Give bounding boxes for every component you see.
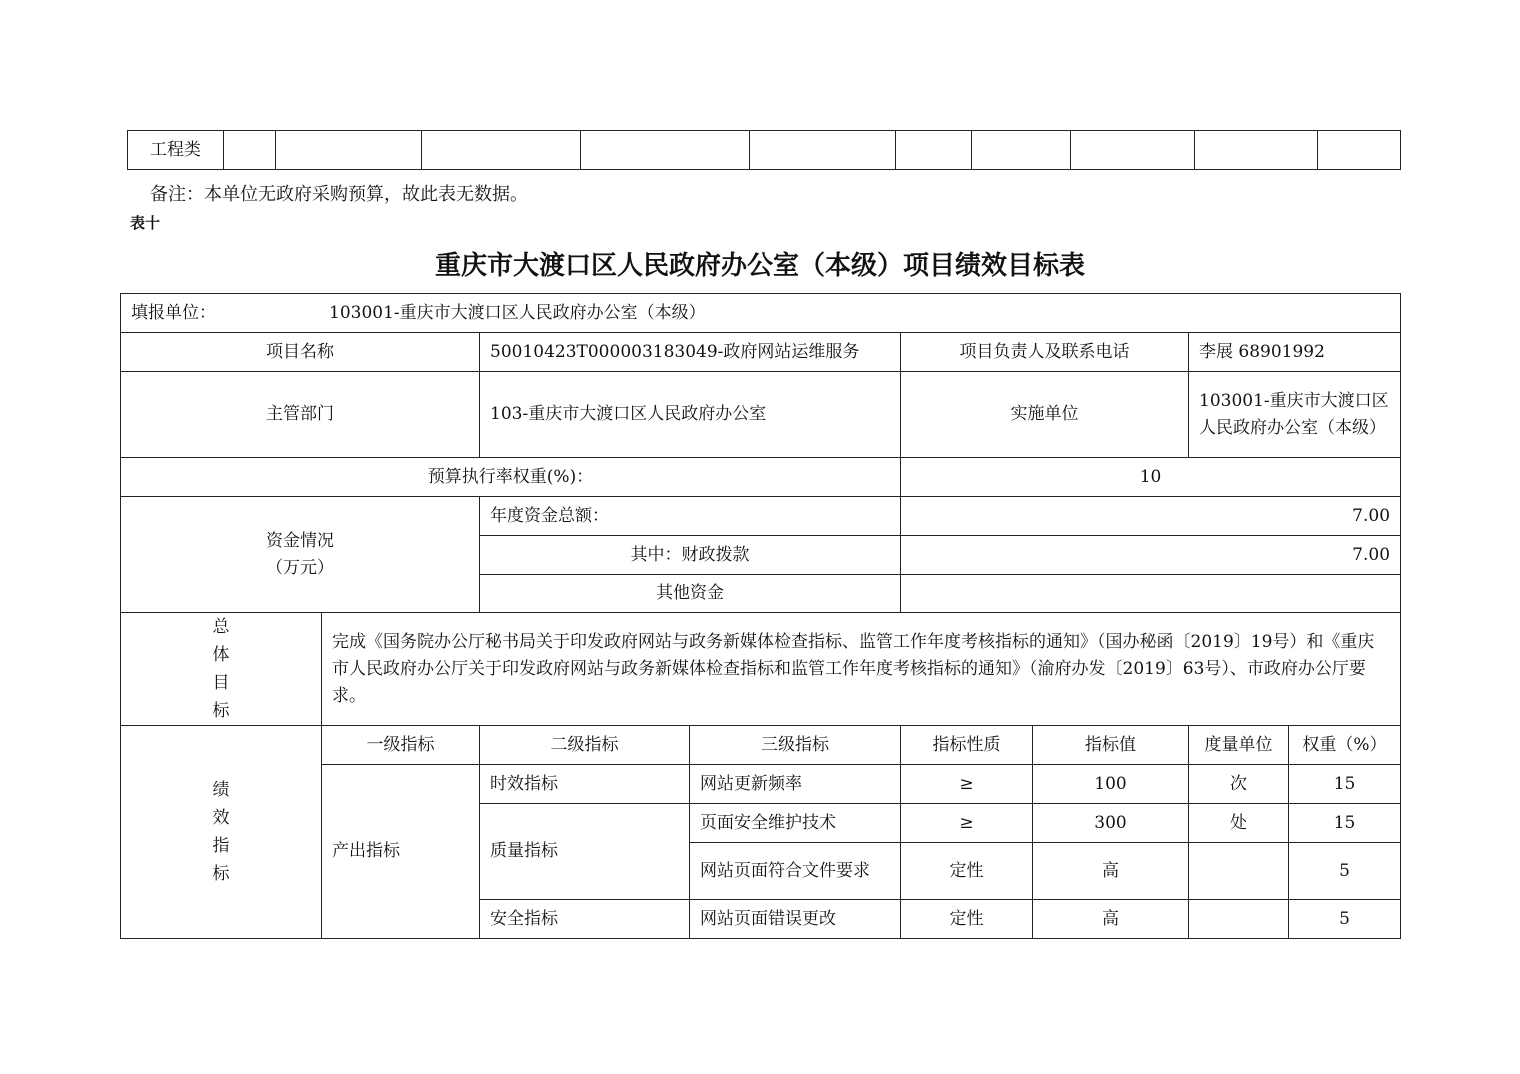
level3: 网站页面错误更改 — [690, 900, 901, 939]
total: 7.00 — [901, 497, 1401, 536]
unit: 处 — [1189, 804, 1289, 843]
perf-label: 标 — [212, 864, 230, 884]
table-row — [121, 372, 1401, 458]
weight: 5 — [1289, 900, 1401, 939]
contact: 李展 68901992 — [1189, 333, 1401, 372]
perf-label: 指 — [212, 836, 230, 856]
budget-rate-label: 预算执行率权重(%)： — [121, 458, 901, 497]
header: 指标值 — [1033, 726, 1189, 765]
table-row — [121, 458, 1401, 497]
performance-table — [120, 293, 1401, 939]
value: 高 — [1033, 843, 1189, 900]
table-row — [121, 294, 1401, 333]
unit: 次 — [1189, 765, 1289, 804]
level2: 质量指标 — [480, 804, 690, 900]
funds-unit: （万元） — [266, 557, 334, 578]
header: 三级指标 — [690, 726, 901, 765]
total-label: 年度资金总额： — [480, 497, 901, 536]
goal-label: 目 — [212, 673, 230, 693]
table-row — [121, 333, 1401, 372]
level2: 安全指标 — [480, 900, 690, 939]
nature: ≥ — [901, 765, 1033, 804]
header: 一级指标 — [322, 726, 480, 765]
header: 权重（%） — [1289, 726, 1401, 765]
perf-label: 效 — [212, 808, 230, 828]
goal-label: 标 — [212, 701, 230, 721]
impl-label: 实施单位 — [901, 372, 1189, 458]
unit-label: 填报单位： — [131, 302, 216, 323]
header: 二级指标 — [480, 726, 690, 765]
level3: 页面安全维护技术 — [690, 804, 901, 843]
level2: 时效指标 — [480, 765, 690, 804]
value: 100 — [1033, 765, 1189, 804]
goal-label: 体 — [212, 645, 230, 665]
nature: 定性 — [901, 900, 1033, 939]
weight: 15 — [1289, 765, 1401, 804]
budget-rate: 10 — [901, 458, 1401, 497]
weight: 5 — [1289, 843, 1401, 900]
other-label: 其他资金 — [480, 575, 901, 613]
level3: 网站更新频率 — [690, 765, 901, 804]
header: 度量单位 — [1189, 726, 1289, 765]
nature: ≥ — [901, 804, 1033, 843]
funds-label: 资金情况 — [266, 530, 334, 551]
page-title: 重庆市大渡口区人民政府办公室（本级）项目绩效目标表 — [434, 251, 1085, 281]
contact-label: 项目负责人及联系电话 — [901, 333, 1189, 372]
note: 备注：本单位无政府采购预算，故此表无数据。 — [150, 184, 528, 205]
unit-value: 103001-重庆市大渡口区人民政府办公室（本级） — [329, 302, 706, 323]
value: 高 — [1033, 900, 1189, 939]
impl: 103001-重庆市大渡口区人民政府办公室（本级） — [1189, 372, 1401, 458]
table-label: 表十 — [130, 214, 161, 232]
perf-label: 绩 — [212, 780, 230, 800]
row-label: 工程类 — [128, 131, 224, 170]
table-header — [121, 726, 1401, 765]
goal-text: 完成《国务院办公厅秘书局关于印发政府网站与政务新媒体检查指标、监管工作年度考核指标的通知》（国办秘函〔2019〕19号）和《重庆市人民政府办公厅关于印发政府网站与政务新媒体检查指标和监管工作年度考核指标的通知》（渝府办发〔2019〕63号）、市政府办公厅要求。 — [322, 613, 1401, 726]
level1: 产出指标 — [322, 765, 480, 939]
level3: 网站页面符合文件要求 — [690, 843, 901, 900]
unit — [1189, 900, 1289, 939]
weight: 15 — [1289, 804, 1401, 843]
goal-label: 总 — [212, 617, 230, 637]
table-row — [128, 131, 1401, 170]
nature: 定性 — [901, 843, 1033, 900]
unit — [1189, 843, 1289, 900]
table-row — [121, 613, 1401, 726]
project-name: 50010423T000003183049-政府网站运维服务 — [480, 333, 901, 372]
table-row — [121, 497, 1401, 536]
header: 指标性质 — [901, 726, 1033, 765]
dept: 103-重庆市大渡口区人民政府办公室 — [480, 372, 901, 458]
other — [901, 575, 1401, 613]
fiscal-label: 其中：财政拨款 — [480, 536, 901, 575]
value: 300 — [1033, 804, 1189, 843]
prev-table — [127, 130, 1401, 170]
project-name-label: 项目名称 — [121, 333, 480, 372]
fiscal: 7.00 — [901, 536, 1401, 575]
dept-label: 主管部门 — [121, 372, 480, 458]
